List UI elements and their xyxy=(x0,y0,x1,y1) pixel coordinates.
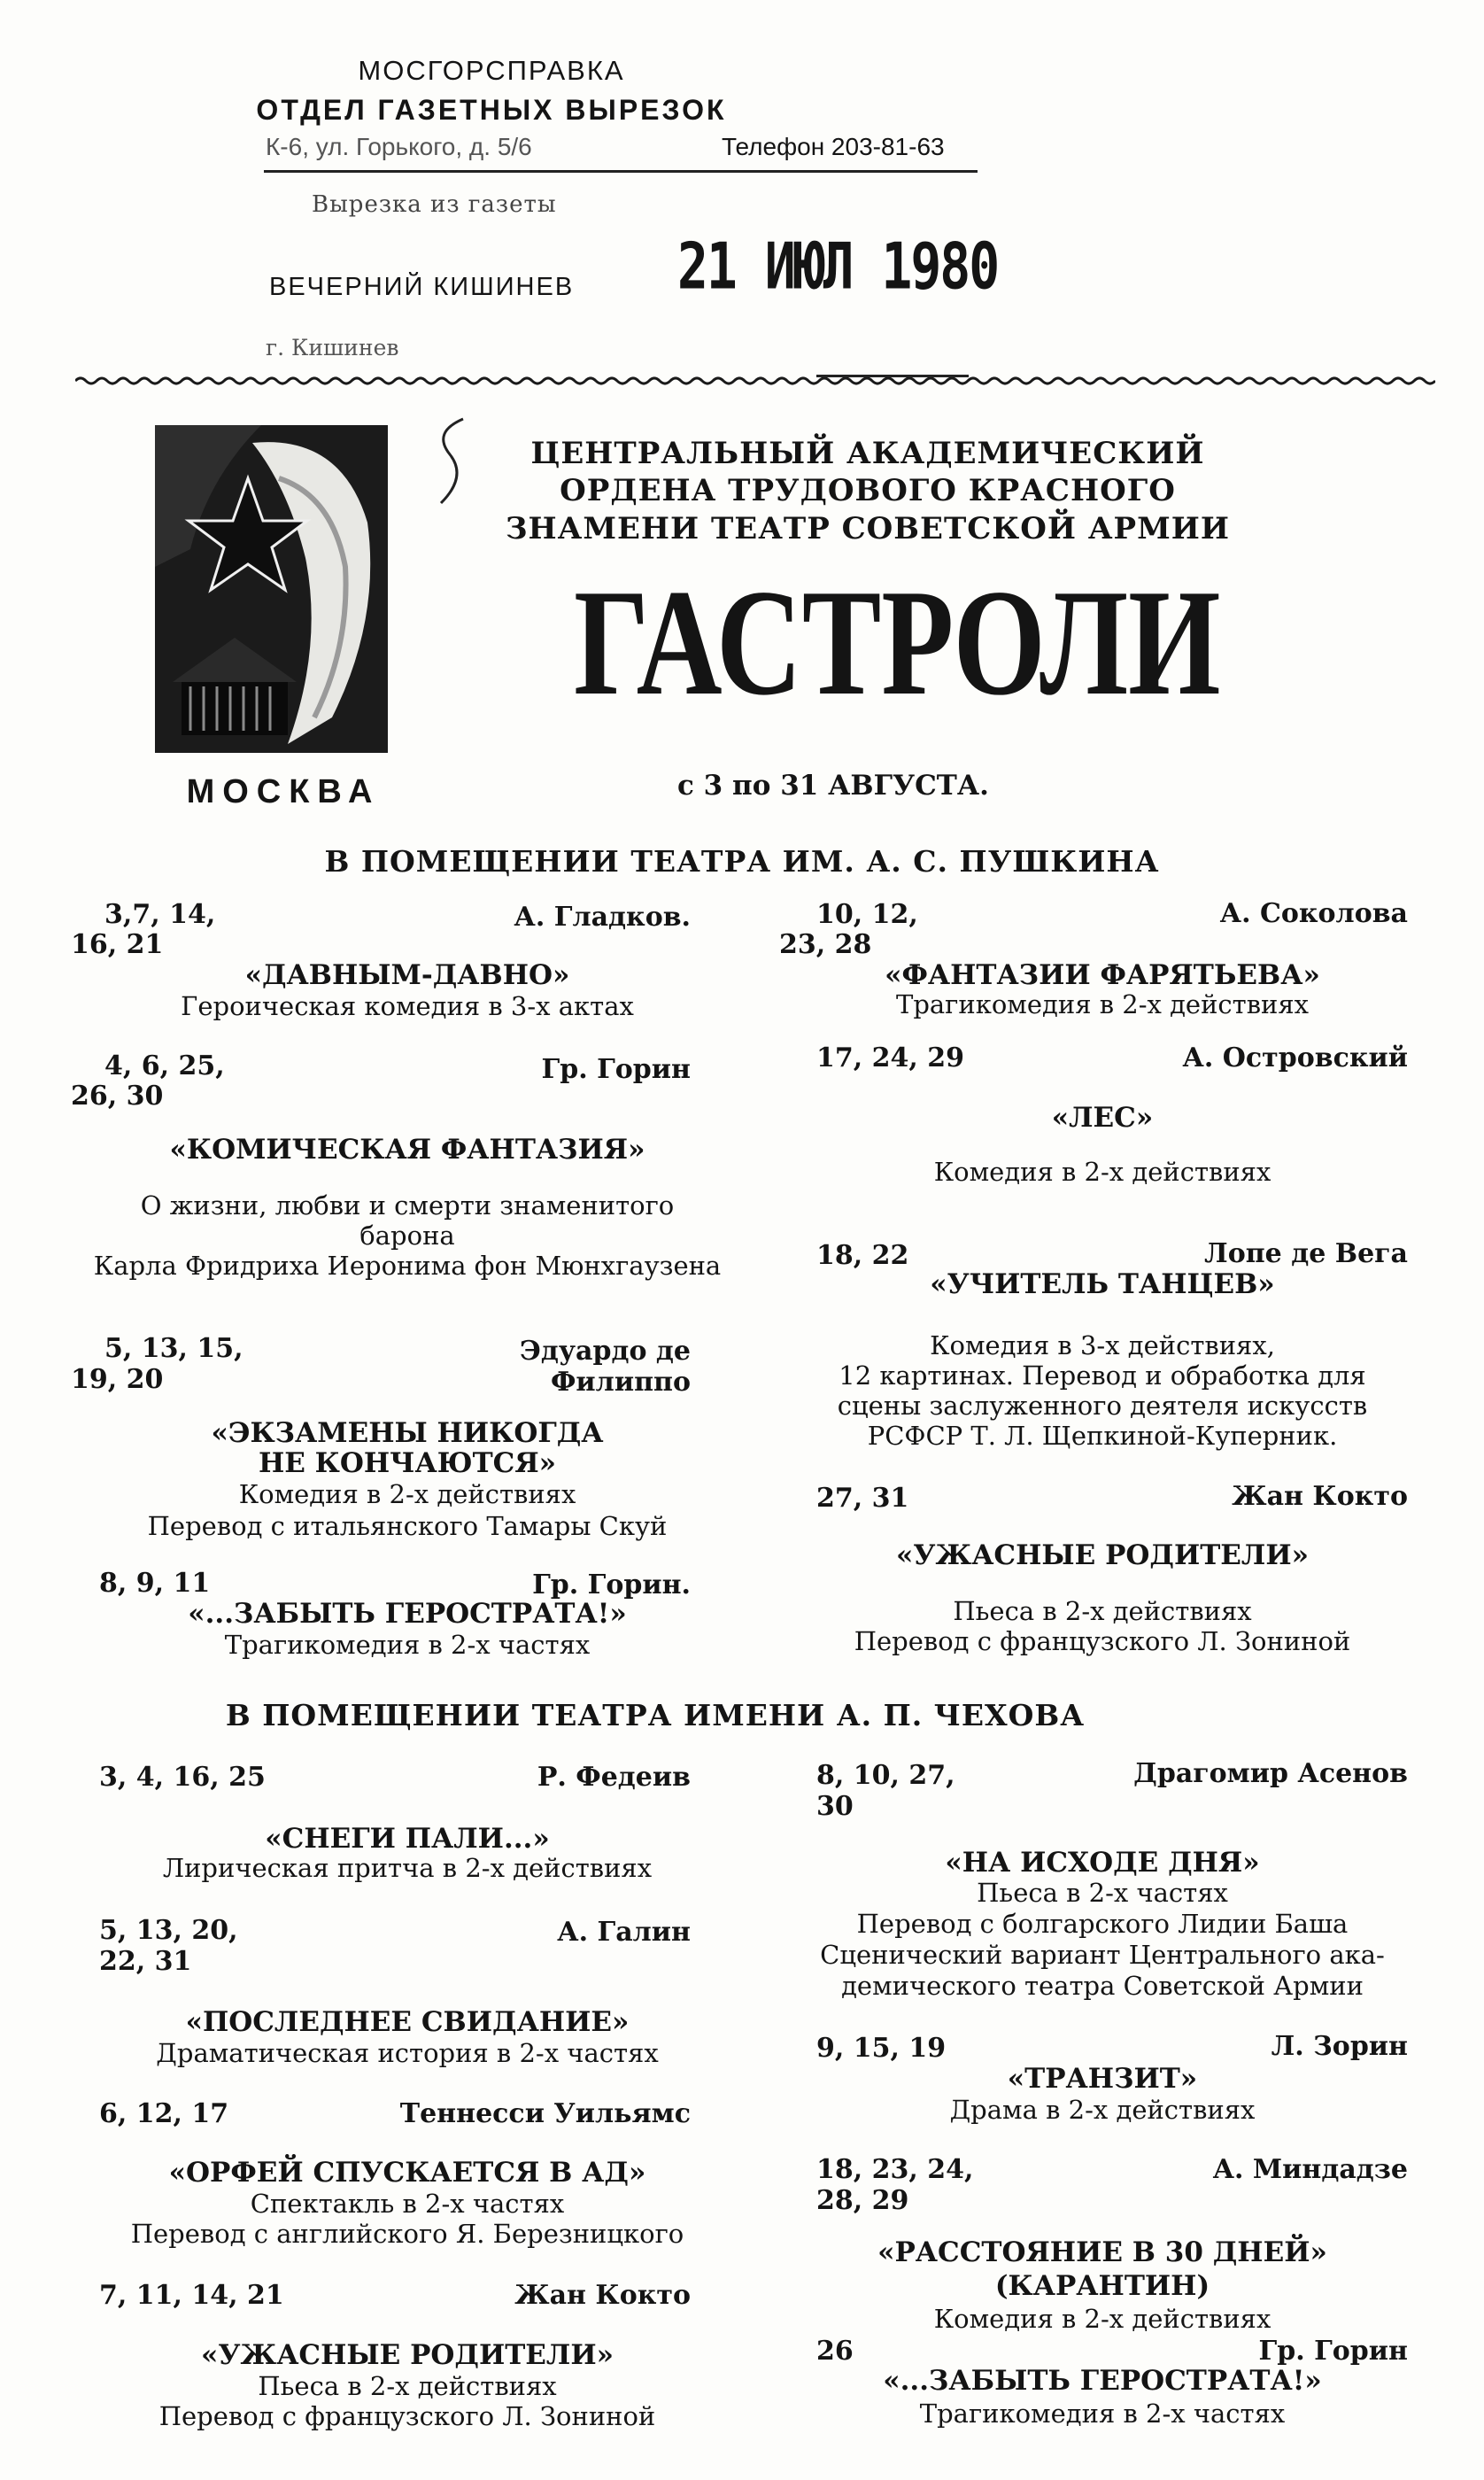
play-author: А. Гладков. xyxy=(514,902,691,933)
play-days: 30 xyxy=(816,1791,854,1822)
play-description: Сценический вариант Центрального ака- xyxy=(820,1940,1385,1970)
decorative-squiggle xyxy=(423,415,476,521)
play-days: 16, 21 xyxy=(71,929,164,960)
theatre-name-line1: ЦЕНТРАЛЬНЫЙ АКАДЕМИЧЕСКИЙ xyxy=(530,436,1205,471)
play-days: 8, 10, 27, xyxy=(816,1760,955,1791)
play-days: 10, 12, xyxy=(816,899,918,930)
play-title: (КАРАНТИН) xyxy=(994,2270,1210,2302)
play-title: «КОМИЧЕСКАЯ ФАНТАЗИЯ» xyxy=(169,1134,645,1166)
play-description: Комедия в 3-х действиях, xyxy=(930,1330,1275,1360)
play-title: «УЖАСНЫЕ РОДИТЕЛИ» xyxy=(895,1539,1310,1571)
play-description: Лирическая притча в 2-х действиях xyxy=(162,1853,653,1883)
play-description: сцены заслуженного деятеля искусств xyxy=(837,1391,1368,1421)
play-description: Трагикомедия в 2-х частях xyxy=(224,1630,591,1660)
agency-name: МОСГОРСПРАВКА xyxy=(358,55,625,86)
play-title: «РАССТОЯНИЕ В 30 ДНЕЙ» xyxy=(877,2236,1327,2268)
play-days: 28, 29 xyxy=(816,2185,909,2216)
play-days: 5, 13, 15, xyxy=(104,1333,243,1364)
play-author: А. Островский xyxy=(1182,1042,1408,1073)
play-title: «...ЗАБЫТЬ ГЕРОСТРАТА!» xyxy=(883,2365,1322,2397)
play-days: 5, 13, 20, xyxy=(99,1915,238,1946)
play-days: 18, 22 xyxy=(816,1240,909,1271)
play-days: 27, 31 xyxy=(816,1483,909,1514)
play-author: А. Миндадзе xyxy=(1212,2154,1408,2185)
play-description: Перевод с французского Л. Зониной xyxy=(854,1626,1351,1656)
play-title: «ЛЕС» xyxy=(1051,1102,1154,1134)
city-label: МОСКВА xyxy=(186,773,381,810)
play-title: «УЧИТЕЛЬ ТАНЦЕВ» xyxy=(930,1268,1275,1300)
play-author: Теннесси Уильямс xyxy=(399,2098,691,2129)
wavy-divider xyxy=(75,376,1435,386)
play-description: О жизни, любви и смерти знаменитого xyxy=(140,1190,675,1221)
play-description: Пьеса в 2-х действиях xyxy=(953,1596,1252,1626)
play-author: Жан Кокто xyxy=(514,2280,691,2311)
date-stamp: 21 ИЮЛ 1980 xyxy=(677,229,999,304)
play-title: «УЖАСНЫЕ РОДИТЕЛИ» xyxy=(200,2339,614,2371)
play-description: Перевод с французского Л. Зониной xyxy=(158,2401,656,2431)
play-description: Перевод с итальянского Тамары Скуй xyxy=(147,1511,668,1541)
play-days: 17, 24, 29 xyxy=(816,1042,965,1073)
play-title: «ЭКЗАМЕНЫ НИКОГДА xyxy=(211,1417,604,1449)
play-title: «ОРФЕЙ СПУСКАЕТСЯ В АД» xyxy=(168,2157,646,2189)
play-description: Пьеса в 2-х действиях xyxy=(258,2371,557,2401)
play-description: Комедия в 2-х действиях xyxy=(933,1157,1271,1187)
play-description: Карла Фридриха Иеронима фон Мюнхгаузена xyxy=(93,1251,722,1281)
headline: ГАСТРОЛИ xyxy=(574,559,1221,727)
play-author: Гр. Горин xyxy=(1258,2336,1408,2367)
newspaper-city: г. Кишинев xyxy=(266,335,399,360)
play-title: «НА ИСХОДЕ ДНЯ» xyxy=(945,1847,1260,1879)
play-author: Гр. Горин xyxy=(541,1054,691,1085)
play-description: барона xyxy=(359,1221,455,1251)
play-author: Жан Кокто xyxy=(1232,1481,1408,1512)
play-days: 18, 23, 24, xyxy=(816,2154,974,2185)
play-title: «СНЕГИ ПАЛИ...» xyxy=(265,1823,550,1855)
play-days: 3, 4, 16, 25 xyxy=(99,1762,266,1793)
tour-dates: с 3 по 31 АВГУСТА. xyxy=(677,770,989,802)
play-days: 3,7, 14, xyxy=(104,899,216,930)
theatre-name-line2: ОРДЕНА ТРУДОВОГО КРАСНОГО xyxy=(560,473,1176,508)
play-author: Л. Зорин xyxy=(1271,2031,1408,2062)
play-author: Драгомир Асенов xyxy=(1133,1758,1408,1789)
play-author: Эдуардо де Филиппо xyxy=(519,1336,691,1398)
theatre-name-line3: ЗНАМЕНИ ТЕАТР СОВЕТСКОЙ АРМИИ xyxy=(506,511,1230,546)
play-title: «ФАНТАЗИИ ФАРЯТЬЕВА» xyxy=(885,959,1320,991)
play-days: 7, 11, 14, 21 xyxy=(99,2280,284,2311)
theatre-emblem-image xyxy=(155,425,388,753)
play-description: Перевод с английского Я. Березницкого xyxy=(130,2219,684,2249)
play-description: 12 картинах. Перевод и обработка для xyxy=(839,1360,1366,1391)
agency-address: К-6, ул. Горького, д. 5/6 xyxy=(266,133,532,160)
play-title: «ПОСЛЕДНЕЕ СВИДАНИЕ» xyxy=(185,2006,630,2038)
play-author: А. Галин xyxy=(557,1917,691,1948)
play-description: Перевод с болгарского Лидии Баша xyxy=(856,1909,1349,1939)
department-name: ОТДЕЛ ГАЗЕТНЫХ ВЫРЕЗОК xyxy=(256,94,727,126)
section-heading-chekhov: В ПОМЕЩЕНИИ ТЕАТРА ИМЕНИ А. П. ЧЕХОВА xyxy=(225,1698,1086,1732)
play-title: «...ЗАБЫТЬ ГЕРОСТРАТА!» xyxy=(188,1598,627,1630)
play-description: Пьеса в 2-х частях xyxy=(977,1878,1228,1908)
clip-label: Вырезка из газеты xyxy=(312,191,557,218)
play-description: Трагикомедия в 2-х частях xyxy=(919,2399,1286,2429)
newspaper-name: ВЕЧЕРНИЙ КИШИНЕВ xyxy=(269,273,575,301)
play-description: Спектакль в 2-х частях xyxy=(250,2189,565,2219)
play-description: РСФСР Т. Л. Щепкиной-Куперник. xyxy=(867,1421,1338,1451)
agency-phone: Телефон 203-81-63 xyxy=(722,133,945,160)
play-days: 26 xyxy=(816,2336,854,2367)
play-description: Драматическая история в 2-х частях xyxy=(156,2038,659,2068)
play-days: 8, 9, 11 xyxy=(99,1568,211,1599)
play-author: Лопе де Вега xyxy=(1204,1238,1408,1269)
play-days: 22, 31 xyxy=(99,1946,192,1977)
play-author: Р. Федеив xyxy=(537,1762,691,1793)
play-days: 23, 28 xyxy=(779,929,872,960)
section-heading-pushkin: В ПОМЕЩЕНИИ ТЕАТРА ИМ. А. С. ПУШКИНА xyxy=(324,844,1160,879)
play-description: Драма в 2-х действиях xyxy=(949,2095,1256,2125)
play-author: А. Соколова xyxy=(1219,898,1408,929)
play-description: Комедия в 2-х действиях xyxy=(933,2304,1271,2334)
play-days: 9, 15, 19 xyxy=(816,2033,947,2064)
short-rule xyxy=(816,375,969,377)
address-rule xyxy=(264,170,978,173)
play-description: Героическая комедия в 3-х актах xyxy=(181,991,634,1021)
play-title: НЕ КОНЧАЮТСЯ» xyxy=(258,1447,557,1479)
play-days: 4, 6, 25, xyxy=(104,1050,225,1081)
play-title: «ДАВНЫМ-ДАВНО» xyxy=(244,959,570,991)
play-author: Гр. Горин. xyxy=(532,1569,691,1600)
play-days: 26, 30 xyxy=(71,1081,164,1112)
play-title: «ТРАНЗИТ» xyxy=(1007,2063,1198,2095)
play-description: демического театра Советской Армии xyxy=(841,1971,1364,2001)
play-description: Трагикомедия в 2-х действиях xyxy=(895,989,1310,1019)
play-days: 19, 20 xyxy=(71,1364,164,1395)
play-description: Комедия в 2-х действиях xyxy=(238,1479,576,1509)
play-days: 6, 12, 17 xyxy=(99,2098,229,2129)
